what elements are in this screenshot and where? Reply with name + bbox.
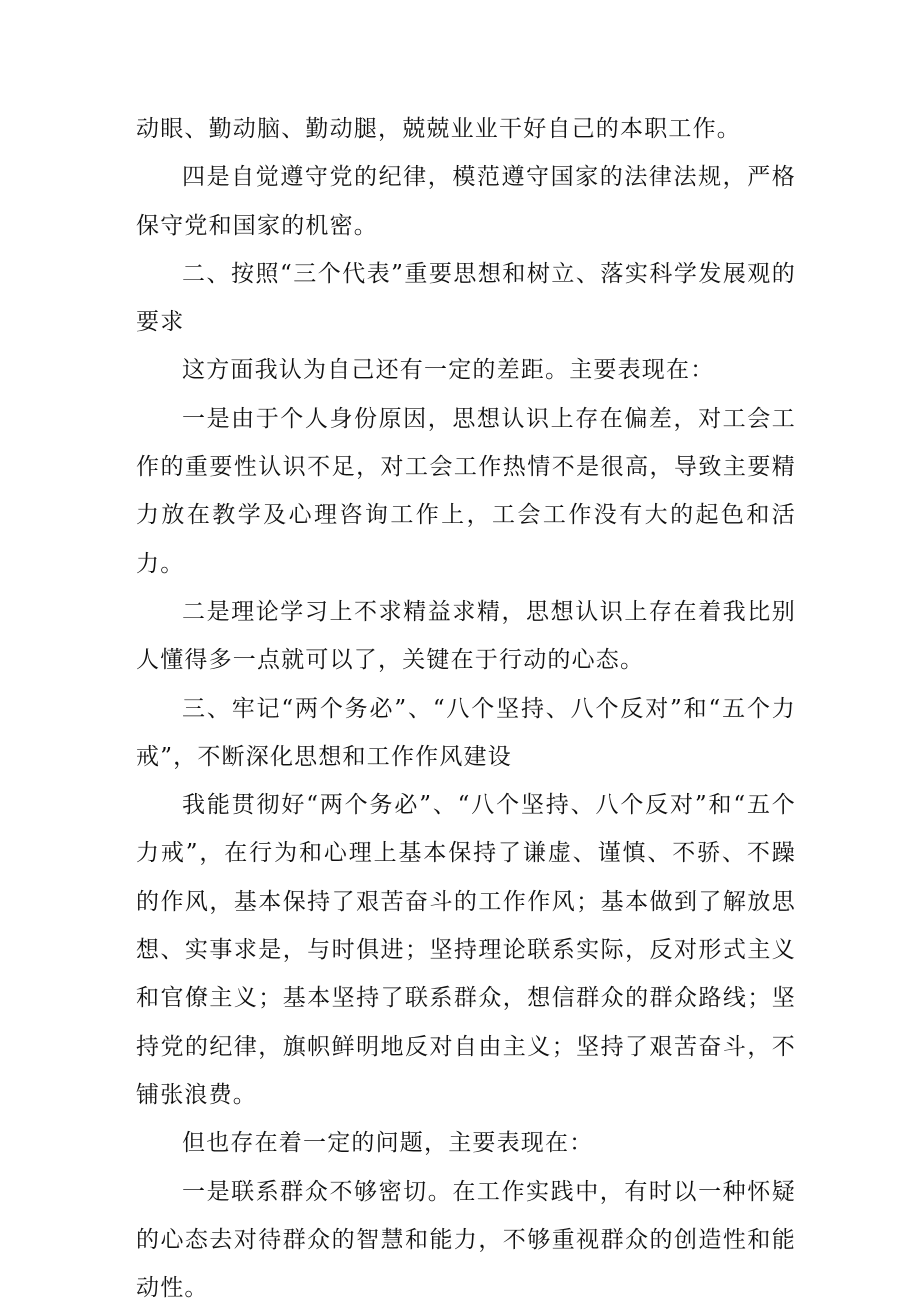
paragraph-gap-intro: 这方面我认为自己还有一定的差距。主要表现在： bbox=[182, 357, 715, 384]
paragraph-point-two-theory: 二是理论学习上不求精益求精，思想认识上存在着我比别人懂得多一点就可以了，关键在于行动的心态。 bbox=[136, 598, 796, 674]
section-heading-three: 三、牢记“两个务必”、“八个坚持、八个反对”和“五个力戒”，不断深化思想和工作作风建设 bbox=[136, 695, 796, 770]
paragraph-point-one-identity: 一是由于个人身份原因，思想认识上存在偏差，对工会工作的重要性认识不足，对工会工作热情不是很高，导致主要精力放在教学及心理咨询工作上，工会工作没有大的起色和活力。 bbox=[136, 405, 796, 577]
section-heading-two: 二、按照“三个代表”重要思想和树立、落实科学发展观的要求 bbox=[136, 260, 796, 336]
paragraph-continuation: 动眼、勤动脑、勤动腿，兢兢业业干好自己的本职工作。 bbox=[136, 116, 741, 142]
document-body bbox=[136, 105, 796, 1312]
paragraph-point-four: 四是自觉遵守党的纪律，模范遵守国家的法律法规，严格保守党和国家的机密。 bbox=[136, 164, 796, 239]
paragraph-problems-intro: 但也存在着一定的问题，主要表现在： bbox=[182, 1130, 594, 1157]
paragraph-point-one-masses: 一是联系群众不够密切。在工作实践中，有时以一种怀疑的心态去对待群众的智慧和能力，不够重视群众的创造性和能动性。 bbox=[136, 1178, 796, 1302]
paragraph-work-style: 我能贯彻好“两个务必”、“八个坚持、八个反对”和“五个力戒”，在行为和心理上基本保持了谦虚、谨慎、不骄、不躁的作风，基本保持了艰苦奋斗的工作作风；基本做到了解放思想、实事求是，与时俱进；坚持理论联系实际，反对形式主义和官僚主义；基本坚持了联系群众，想信群众的群众路线；坚持党的纪律，旗帜鲜明地反对自由主义；坚持了艰苦奋斗，不铺张浪费。 bbox=[136, 792, 796, 1108]
